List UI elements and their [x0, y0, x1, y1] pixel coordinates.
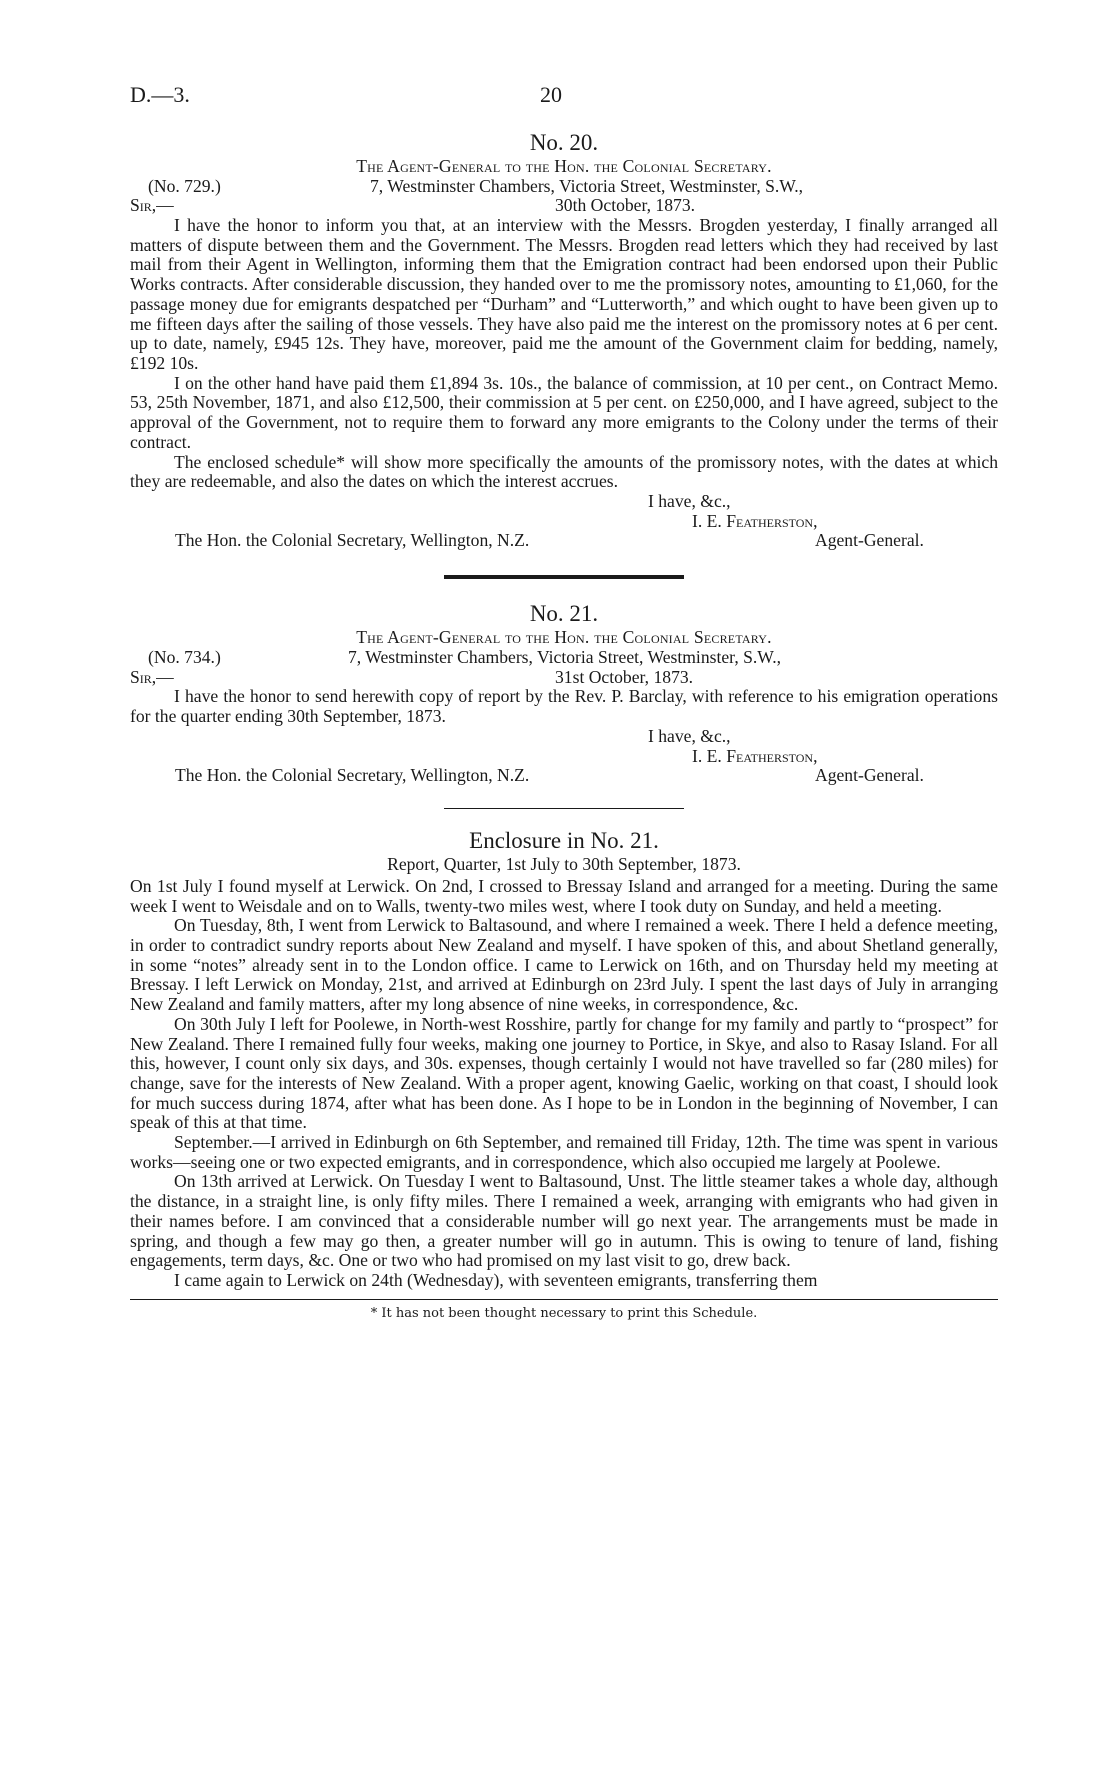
- letter-signature: I. E. Featherston,: [692, 510, 818, 531]
- letter-ref-no: (No. 729.): [148, 175, 221, 196]
- letter-20: [130, 130, 998, 553]
- footnote: * It has not been thought necessary to print this Schedule.: [370, 1305, 758, 1321]
- letter-21: [130, 601, 998, 788]
- letter-salutation-row: [130, 668, 998, 688]
- letter-address: 7, Westminster Chambers, Victoria Street, Westminster, S.W.,: [348, 647, 782, 668]
- section-divider: [444, 808, 684, 809]
- letter-recipient: The Hon. the Colonial Secretary, Wellington, N.Z.: [175, 530, 530, 551]
- enclosure-paragraph: I came again to Lerwick on 24th (Wednesday), with seventeen emigrants, transferring them: [174, 1269, 818, 1290]
- enclosure-paragraph: On 13th arrived at Lerwick. On Tuesday I went to Baltasound, Unst. The little steamer takes a whole day, although the distance, in a straight line, is only fifty miles. There I remained a week, arranging with emigrants who had given in their names before. I am convinced that a considerable number will go next year. The arrangements must be made in spring, and though a few may go then, a greater number will go in autumn. This is owing to tenure of land, fishing engagements, term days, &c. One or two who had promised on my last visit to go, drew back.: [130, 1171, 998, 1271]
- letter-addressee: The Agent-General to the Hon. the Colonial Secretary.: [356, 627, 772, 648]
- letter-footer-row: [130, 531, 998, 553]
- letter-number: No. 21.: [529, 601, 599, 627]
- letter-paragraph: I on the other hand have paid them £1,894 3s. 10s., the balance of commission, at 10 per cent., on Contract Memo. 53, 25th November, 1871, and also £12,500, their commission at 5 per cent. on £250,000, and I have agreed, subject to the approval of the Government, not to require them to forward any more emigrants to the Colony under the terms of their contract.: [130, 372, 998, 452]
- letter-addressee: The Agent-General to the Hon. the Colonial Secretary.: [356, 156, 772, 176]
- footnote-rule: [130, 1299, 998, 1300]
- enclosure-paragraph: September.—I arrived in Edinburgh on 6th September, and remained till Friday, 12th. The time was spent in various works—seeing one or two expected emigrants, and in correspondence, which also occupied me largely at Poolewe.: [130, 1132, 998, 1172]
- enclosure-paragraph: On 1st July I found myself at Lerwick. On 2nd, I crossed to Bressay Island and arranged for a meeting. During the same week I went to Weisdale and on to Walls, twenty-two miles west, where I took duty on Sunday, and held a meeting.: [130, 875, 998, 916]
- letter-paragraph: The enclosed schedule* will show more specifically the amounts of the promissory notes, with the dates at which they are redeemable, and also the dates on which the interest accrues.: [130, 451, 998, 492]
- letter-closing: I have, &c.,: [648, 725, 731, 746]
- letter-closing: I have, &c.,: [648, 490, 731, 511]
- enclosure-paragraph: On Tuesday, 8th, I went from Lerwick to Baltasound, and where I remained a week. There I held a defence meeting, in order to contradict sundry reports about New Zealand and myself. I have spoken of this, and about Shetland generally, in some “notes” already sent in to the London office. I came to Lerwick on 16th, and on Thursday held my meeting at Bressay. I left Lerwick on Monday, 21st, and arrived at Edinburgh on 23rd July. I spent the last days of July in arranging New Zealand and family matters, after my long absence of nine weeks, in correspondence, &c.: [130, 915, 998, 1015]
- enclosure-title: Enclosure in No. 21.: [469, 828, 659, 854]
- letter-address-row: [130, 177, 998, 197]
- enclosure-subtitle: Report, Quarter, 1st July to 30th September, 1873.: [387, 854, 741, 875]
- document-reference: D.—3.: [130, 82, 190, 107]
- letter-signer-title: Agent-General.: [815, 765, 924, 786]
- enclosure: [130, 827, 998, 1290]
- section-divider: [444, 575, 684, 579]
- page-number: 20: [540, 82, 562, 107]
- letter-date: 30th October, 1873.: [555, 195, 696, 216]
- letter-recipient: The Hon. the Colonial Secretary, Wellington, N.Z.: [175, 765, 530, 786]
- letter-ref-no: (No. 734.): [148, 647, 221, 668]
- letter-paragraph: I have the honor to send herewith copy of report by the Rev. P. Barclay, with reference to his emigration operations for the quarter ending 30th September, 1873.: [130, 686, 998, 727]
- letter-salutation: Sir,—: [130, 666, 174, 687]
- letter-date: 31st October, 1873.: [555, 666, 694, 687]
- letter-signer-title: Agent-General.: [815, 530, 924, 551]
- letter-salutation-row: [130, 196, 998, 216]
- enclosure-paragraph: On 30th July I left for Poolewe, in North-west Rosshire, partly for change for my family and partly to “prospect” for New Zealand. There I remained fully four weeks, making one journey to Portice, in Skye, and also to Rasay Island. For all this, however, I count only six days, and 30s. expenses, though certainly I would not have travelled so far (280 miles) for change, save for the interests of New Zealand. With a proper agent, knowing Gaelic, working on that coast, I should look for much success during 1874, after what has been done. As I hope to be in London in the beginning of November, I can speak of this at that time.: [130, 1013, 998, 1133]
- letter-paragraph: I have the honor to inform you that, at an interview with the Messrs. Brogden yesterday, I finally arranged all matters of dispute between them and the Government. The Messrs. Brogden read letters which they had received by last mail from their Agent in Wellington, informing them that the Emigration contract had been endorsed upon their Public Works contracts. After considerable discussion, they handed over to me the promissory notes, amounting to £1,060, for the passage money due for emigrants despatched per “Durham” and “Lutterworth,” and which ought to have been given up to me fifteen days after the sailing of those vessels. They have also paid me the interest on the promissory notes at 6 per cent. up to date, namely, £945 12s. They have, moreover, paid me the amount of the Government claim for bedding, namely, £192 10s.: [130, 215, 998, 373]
- page-content: [130, 130, 998, 1321]
- letter-number: No. 20.: [529, 130, 599, 155]
- letter-address: 7, Westminster Chambers, Victoria Street, Westminster, S.W.,: [370, 175, 804, 196]
- letter-address-row: [130, 648, 998, 668]
- letter-signature: I. E. Featherston,: [692, 745, 818, 766]
- letter-salutation: Sir,—: [130, 195, 174, 216]
- letter-footer-row: [130, 766, 998, 788]
